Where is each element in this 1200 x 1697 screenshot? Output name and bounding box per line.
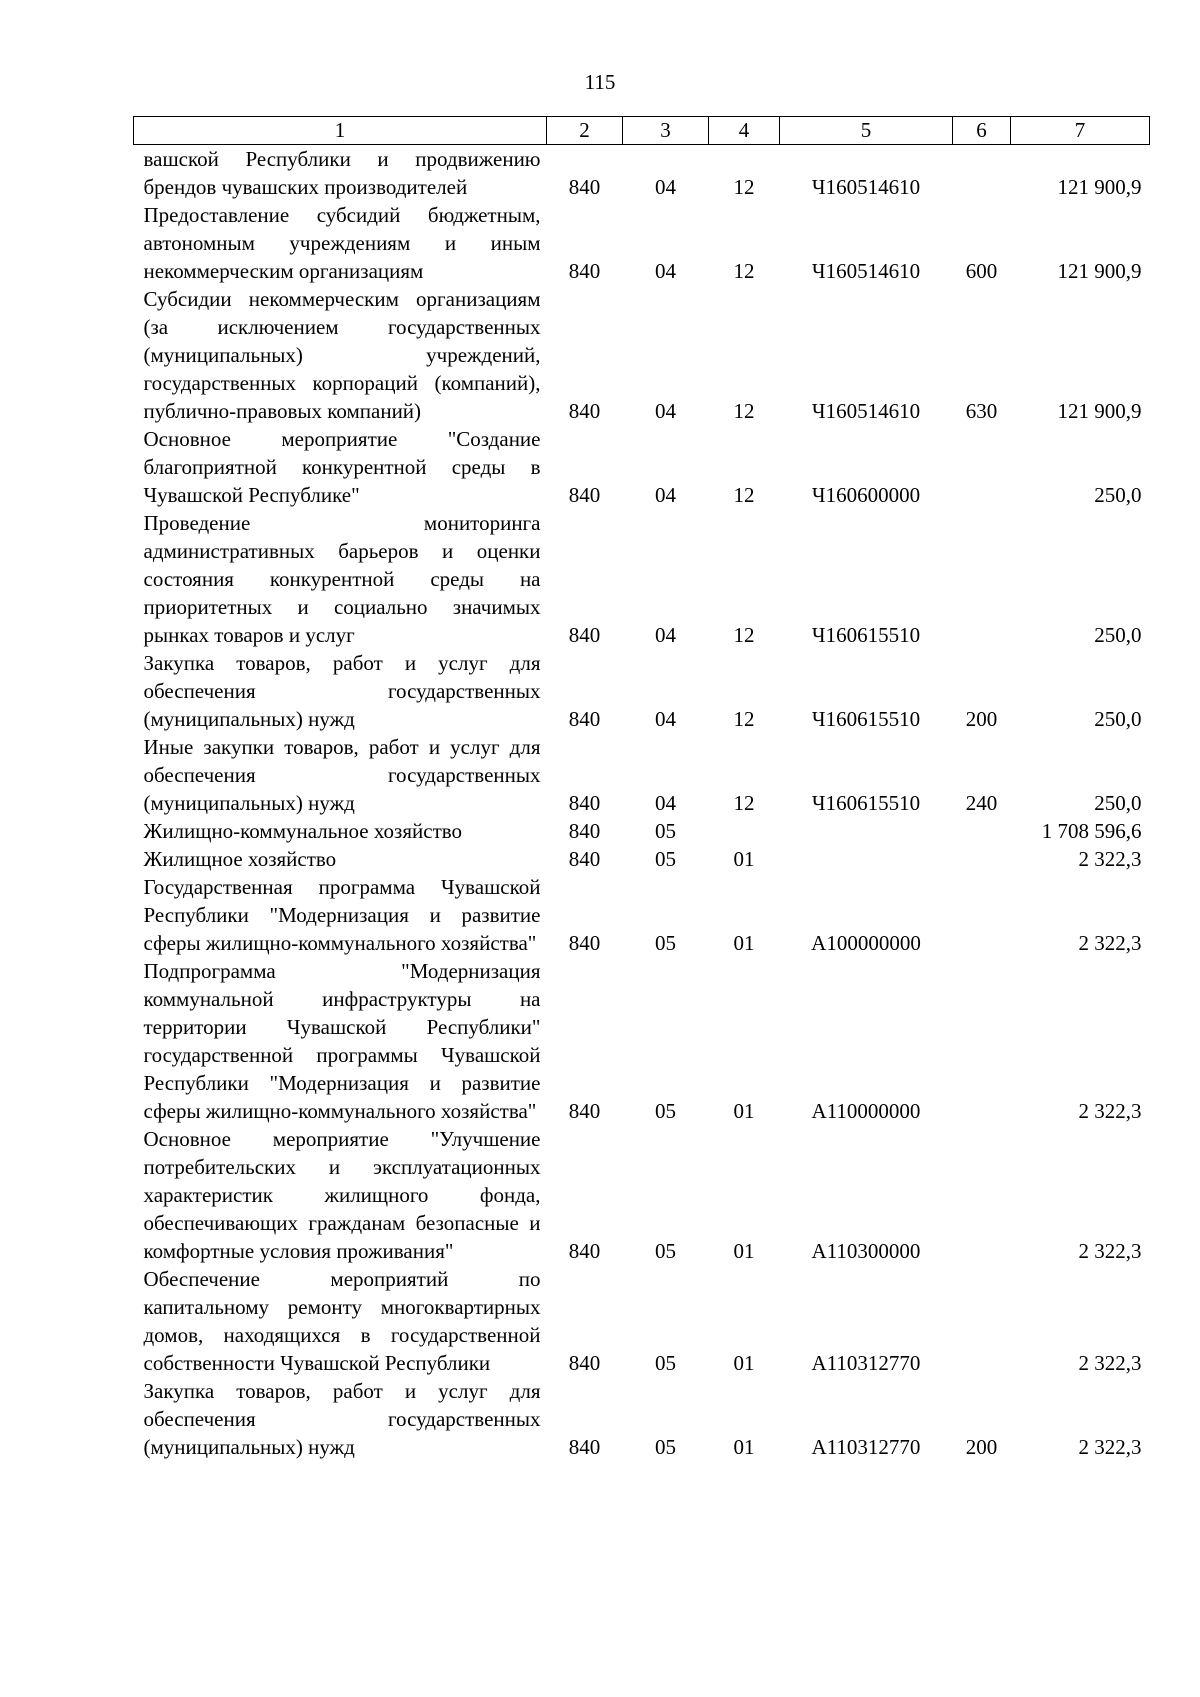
row-subsection-code: 12 (733, 175, 755, 199)
table-row (134, 201, 1150, 285)
row-section-code: 04 (655, 175, 676, 199)
row-target-code: А110300000 (811, 1239, 921, 1263)
row-amount: 121 900,9 (1057, 399, 1142, 423)
row-subsection-code: 12 (733, 399, 755, 423)
table-row (134, 509, 1150, 649)
row-section-code: 04 (655, 483, 676, 507)
row-name: Основное мероприятие "Улучшение потребительских и эксплуатационных характеристик жилищного фонда, обеспечивающих гражданам безопасные и комфортные условия проживания" (143, 1127, 541, 1263)
row-expense-type (953, 845, 1011, 873)
row-name: Предоставление субсидий бюджетным, автономным учреждениям и иным некоммерческим организациям (143, 203, 541, 283)
row-target-code: Ч160615510 (811, 707, 921, 731)
table-row (134, 1265, 1150, 1377)
column-header-4: 4 (709, 117, 780, 145)
row-amount: 1 708 596,6 (1041, 819, 1142, 843)
row-amount: 2 322,3 (1078, 1239, 1142, 1263)
row-name: Проведение мониторинга административных барьеров и оценки состояния конкурентной среды на приоритетных и социально значимых рынках товаров и услуг (143, 511, 541, 647)
row-subsection-code: 01 (733, 1435, 755, 1459)
row-amount: 2 322,3 (1078, 1351, 1142, 1375)
row-subsection-code: 01 (733, 1239, 755, 1263)
table-row (134, 285, 1150, 425)
row-section-code: 05 (655, 1435, 676, 1459)
table-row (134, 649, 1150, 733)
page-number: 115 (584, 70, 616, 94)
row-expense-type (953, 1125, 1011, 1265)
column-header-1: 1 (134, 117, 547, 145)
row-section-code: 05 (655, 931, 676, 955)
header-row (134, 117, 1150, 145)
table-row (134, 845, 1150, 873)
row-amount: 2 322,3 (1078, 1435, 1142, 1459)
row-name: Государственная программа Чувашской Республики "Модернизация и развитие сферы жилищно-коммунального хозяйства" (143, 875, 541, 955)
row-amount: 250,0 (1094, 483, 1142, 507)
row-target-code: Ч160600000 (811, 483, 921, 507)
row-ministry-code: 840 (568, 623, 601, 647)
table-row (134, 817, 1150, 845)
table-row (134, 873, 1150, 957)
row-name: Жилищно-коммунальное хозяйство (143, 819, 463, 843)
column-header-3: 3 (623, 117, 709, 145)
row-expense-type: 200 (965, 707, 998, 731)
row-subsection-code: 12 (733, 483, 755, 507)
row-ministry-code: 840 (568, 707, 601, 731)
row-expense-type: 240 (965, 791, 998, 815)
row-expense-type (953, 957, 1011, 1125)
row-subsection-code: 12 (733, 791, 755, 815)
row-section-code: 04 (655, 623, 676, 647)
row-target-code: А110312770 (811, 1435, 921, 1459)
row-name: Обеспечение мероприятий по капитальному ремонту многоквартирных домов, находящихся в государственной собственности Чувашской Республики (143, 1267, 541, 1375)
row-subsection-code: 01 (733, 1099, 755, 1123)
row-section-code: 04 (655, 707, 676, 731)
row-subsection-code: 12 (733, 259, 755, 283)
row-expense-type (953, 509, 1011, 649)
row-section-code: 05 (655, 1351, 676, 1375)
row-expense-type: 600 (965, 259, 998, 283)
row-subsection-code: 01 (733, 847, 755, 871)
row-ministry-code: 840 (568, 259, 601, 283)
row-ministry-code: 840 (568, 819, 601, 843)
row-amount: 2 322,3 (1078, 1099, 1142, 1123)
row-name: Закупка товаров, работ и услуг для обеспечения государственных (муниципальных) нужд (143, 1379, 541, 1459)
row-ministry-code: 840 (568, 847, 601, 871)
row-ministry-code: 840 (568, 483, 601, 507)
row-ministry-code: 840 (568, 931, 601, 955)
table-row (134, 1377, 1150, 1461)
column-header-7: 7 (1011, 117, 1150, 145)
row-amount: 250,0 (1094, 791, 1142, 815)
row-target-code: Ч160514610 (811, 175, 921, 199)
column-header-6: 6 (953, 117, 1011, 145)
row-ministry-code: 840 (568, 1351, 601, 1375)
row-subsection-code: 01 (733, 931, 755, 955)
row-name: Закупка товаров, работ и услуг для обеспечения государственных (муниципальных) нужд (143, 651, 541, 731)
row-amount: 121 900,9 (1057, 259, 1142, 283)
row-target-code: А110312770 (811, 1351, 921, 1375)
row-target-code: Ч160514610 (811, 399, 921, 423)
row-target-code: А110000000 (811, 1099, 921, 1123)
table-row (134, 1125, 1150, 1265)
row-section-code: 04 (655, 399, 676, 423)
row-section-code: 04 (655, 791, 676, 815)
row-subsection-code: 12 (733, 623, 755, 647)
row-section-code: 05 (655, 847, 676, 871)
row-ministry-code: 840 (568, 791, 601, 815)
row-ministry-code: 840 (568, 1239, 601, 1263)
row-amount: 250,0 (1094, 707, 1142, 731)
table-row (134, 957, 1150, 1125)
budget-table (133, 116, 1150, 1461)
row-expense-type (953, 817, 1011, 845)
column-header-5: 5 (780, 117, 953, 145)
row-section-code: 05 (655, 1239, 676, 1263)
row-name: Иные закупки товаров, работ и услуг для обеспечения государственных (муниципальных) нужд (143, 735, 541, 815)
row-name: Жилищное хозяйство (143, 847, 337, 871)
row-expense-type (953, 145, 1011, 202)
table-row (134, 145, 1150, 202)
row-section-code: 05 (655, 819, 676, 843)
row-name: Основное мероприятие "Создание благоприятной конкурентной среды в Чувашской Республике" (143, 427, 541, 507)
row-target-code: А100000000 (811, 931, 921, 955)
row-subsection-code (709, 817, 780, 845)
row-name: Субсидии некоммерческим организациям (за исключением государственных (муниципальных) учреждений, государственных корпораций (компаний), публично-правовых компаний) (143, 287, 541, 423)
row-ministry-code: 840 (568, 175, 601, 199)
row-amount: 2 322,3 (1078, 931, 1142, 955)
row-ministry-code: 840 (568, 1435, 601, 1459)
row-expense-type (953, 425, 1011, 509)
row-target-code: Ч160615510 (811, 623, 921, 647)
row-name: Подпрограмма "Модернизация коммунальной инфраструктуры на территории Чувашской Республики" государственной программы Чувашской Республики "Модернизация и развитие сферы жилищно-коммунального хозяйства" (143, 959, 541, 1123)
row-subsection-code: 12 (733, 707, 755, 731)
row-amount: 2 322,3 (1078, 847, 1142, 871)
row-target-code (780, 817, 953, 845)
row-ministry-code: 840 (568, 1099, 601, 1123)
row-target-code: Ч160514610 (811, 259, 921, 283)
row-section-code: 05 (655, 1099, 676, 1123)
row-target-code (780, 845, 953, 873)
row-expense-type (953, 873, 1011, 957)
row-amount: 250,0 (1094, 623, 1142, 647)
table-row (134, 425, 1150, 509)
row-name: вашской Республики и продвижению брендов чувашских производителей (143, 147, 541, 199)
row-expense-type (953, 1265, 1011, 1377)
row-target-code: Ч160615510 (811, 791, 921, 815)
row-expense-type: 630 (965, 399, 998, 423)
row-amount: 121 900,9 (1057, 175, 1142, 199)
row-section-code: 04 (655, 259, 676, 283)
table-row (134, 733, 1150, 817)
row-expense-type: 200 (965, 1435, 998, 1459)
row-ministry-code: 840 (568, 399, 601, 423)
column-header-2: 2 (547, 117, 623, 145)
row-subsection-code: 01 (733, 1351, 755, 1375)
